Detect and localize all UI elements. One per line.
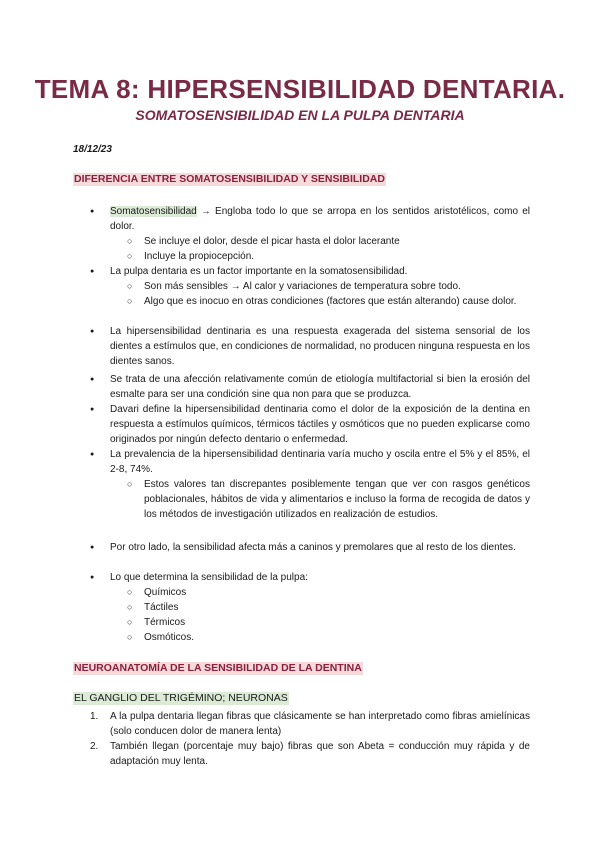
item-text: A la pulpa dentaria llegan fibras que clásicamente se han interpretado como fibras amielínicas (solo conducen dolor de manera lenta) [110,711,530,737]
section-heading-neuroanatomia: NEUROANATOMÍA DE LA SENSIBILIDAD DE LA DENTINA [74,662,362,674]
section-heading-somatosensibilidad: DIFERENCIA ENTRE SOMATOSENSIBILIDAD Y SENSIBILIDAD [74,173,385,185]
item-text: También llegan (porcentaje muy bajo) fibras que son Abeta = conducción muy rápida y de adaptación muy lenta. [110,741,530,767]
bullet-somatosensibilidad [110,204,530,234]
subbullet-osmoticos: ○ Osmóticos. [144,630,530,645]
subbullet-mas-sensibles: ○ Son más sensibles → Al calor y variaciones de temperatura sobre todo. [144,279,530,294]
document-date: 18/12/23 [73,144,112,155]
bullet-prevalencia: ● La prevalencia de la hipersensibilidad dentinaria varía mucho y oscila entre el 5% y el 85%, el 2-8, 74%. [110,447,530,477]
bullet-hipersensibilidad-definicion: ● La hipersensibilidad dentinaria es una respuesta exagerada del sistema sensorial de los dientes a estímulos que, en condiciones de normalidad, no producen ninguna respuesta en los dientes sanos. [110,324,530,369]
subbullet-dolor: ○ Se incluye el dolor, desde el picar hasta el dolor lacerante [144,234,530,249]
item-number: 1. [90,711,99,722]
document-title: TEMA 8: HIPERSENSIBILIDAD DENTARIA. [34,74,566,104]
item-number: 2. [90,741,99,752]
subbullet-quimicos: ○ Químicos [144,585,530,600]
numbered-item-1 [90,709,530,739]
highlighted-term: Somatosensibilidad [110,206,197,217]
subbullet-propiocepcion: ○ Incluye la propiocepción. [144,249,530,264]
subsection-heading-ganglio: EL GANGLIO DEL TRIGÉMINO; NEURONAS [74,692,288,704]
bullet-caninos: ● Por otro lado, la sensibilidad afecta más a caninos y premolares que al resto de los dientes. [110,540,530,555]
bullet-davari: ● Davari define la hipersensibilidad dentinaria como el dolor de la exposición de la dentina en respuesta a estímulos químicos, térmicos táctiles y osmóticos que no pueden explicarse como originados por ningún defecto dentario o enfermedad. [110,402,530,447]
subbullet-inocuo: ○ Algo que es inocuo en otras condiciones (factores que están alterando) cause dolor. [144,294,530,309]
bullet-pulpa-dentaria: ● La pulpa dentaria es un factor importante en la somatosensibilidad. [110,264,530,279]
bullet-text: → Engloba todo lo que se arropa en los sentidos aristotélicos, como el dolor. [110,206,530,232]
bullet-determina: ● Lo que determina la sensibilidad de la pulpa: [110,570,530,585]
subbullet-valores: ○ Estos valores tan discrepantes posiblemente tengan que ver con rasgos genéticos poblacionales, hábitos de vida y alimentarios e incluso la forma de recogida de datos y los métodos de investigación utilizados en realización de estudios. [144,477,530,522]
subbullet-tactiles: ○ Táctiles [144,600,530,615]
document-subtitle: SOMATOSENSIBILIDAD EN LA PULPA DENTARIA [135,107,465,123]
numbered-item-2 [90,739,530,769]
subbullet-termicos: ○ Térmicos [144,615,530,630]
bullet-afeccion: ● Se trata de una afección relativamente común de etiología multifactorial si bien la erosión del esmalte para ser una condición sine qua non para que se produzca. [110,372,530,402]
